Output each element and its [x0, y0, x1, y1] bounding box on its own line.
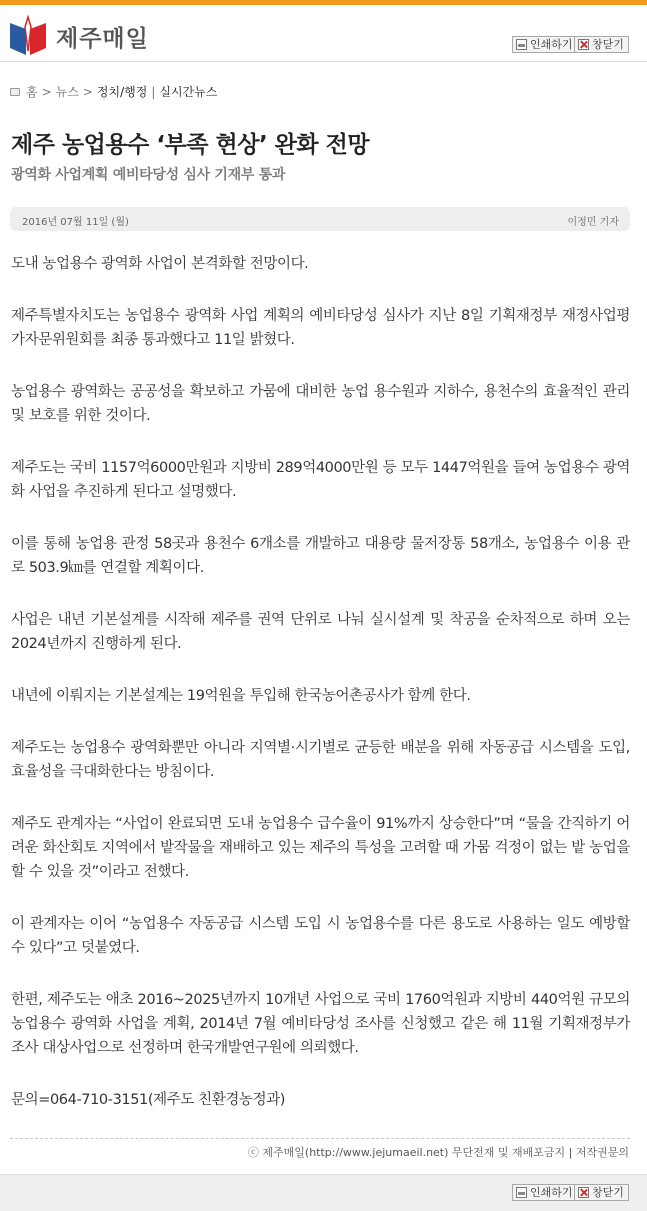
header	[0, 5, 647, 62]
breadcrumb-separator: >	[41, 84, 52, 99]
print-label: 인쇄하기	[530, 38, 573, 51]
printer-icon	[516, 39, 527, 50]
article-paragraph: 제주도 관계자는 “사업이 완료되면 도내 농업용수 급수율이 91%까지 상승한다”며 “물을 간직하기 어려운 화산회토 지역에서 밭작물을 재배하고 있는 제주의 특성을 고려할 때 가뭄 걱정이 없는 밭 농업을 할 수 있을 것”이라고 전했다.	[11, 816, 630, 880]
article-title: 제주 농업용수 ‘부족 현상’ 완화 전망	[11, 132, 370, 158]
article-date: 2016년 07월 11일 (월)	[22, 217, 129, 228]
article-body	[11, 252, 630, 1140]
print-button[interactable]	[512, 36, 578, 53]
breadcrumb-home[interactable]: 홈	[26, 85, 38, 99]
close-label: 창닫기	[592, 1186, 624, 1199]
breadcrumb	[10, 83, 217, 100]
article-paragraph: 제주도는 농업용수 광역화뿐만 아니라 지역별·시기별로 균등한 배분을 위해 자동공급 시스템을 도입, 효율성을 극대화한다는 방침이다.	[11, 740, 630, 780]
home-icon	[10, 88, 20, 96]
close-icon	[578, 39, 589, 50]
article-paragraph: 제주특별자치도는 농업용수 광역화 사업 계획의 예비타당성 심사가 지난 8일 기획재정부 재정사업평가자문위원회를 최종 통과했다고 11일 밝혔다.	[11, 308, 630, 348]
breadcrumb-separator: >	[82, 84, 93, 99]
article-subtitle: 광역화 사업계획 예비타당성 심사 기재부 통과	[11, 167, 286, 183]
article-meta	[10, 207, 630, 231]
logo-icon	[6, 15, 50, 59]
close-label: 창닫기	[592, 38, 624, 51]
copyright-notice: ⓒ 제주매일(http://www.jejumaeil.net) 무단전재 및 재배포금지 | 저작권문의	[247, 1146, 629, 1159]
print-button-bottom[interactable]	[512, 1184, 578, 1201]
close-icon	[578, 1187, 589, 1198]
article-author: 이정민 기자	[567, 217, 619, 228]
article-paragraph: 이 관계자는 이어 “농업용수 자동공급 시스템 도입 시 농업용수를 다른 용도로 사용하는 일도 예방할 수 있다”고 덧붙였다.	[11, 916, 630, 956]
article-paragraph: 사업은 내년 기본설계를 시작해 제주를 권역 단위로 나눠 실시설계 및 착공을 순차적으로 하며 오는 2024년까지 진행하게 된다.	[11, 612, 630, 652]
breadcrumb-sub[interactable]: 실시간뉴스	[159, 85, 218, 99]
close-window-button[interactable]	[574, 36, 629, 53]
article-paragraph: 제주도는 국비 1157억6000만원과 지방비 289억4000만원 등 모두 1447억원을 들여 농업용수 광역화 사업을 추진하게 된다고 설명했다.	[11, 460, 630, 500]
breadcrumb-news[interactable]: 뉴스	[55, 85, 79, 99]
print-label: 인쇄하기	[530, 1186, 573, 1199]
article-paragraph: 농업용수 광역화는 공공성을 확보하고 가뭄에 대비한 농업 용수원과 지하수, 용천수의 효율적인 관리 및 보호를 위한 것이다.	[11, 384, 630, 424]
article-paragraph: 도내 농업용수 광역화 사업이 본격화할 전망이다.	[11, 256, 309, 272]
breadcrumb-divider: |	[151, 84, 156, 99]
article-paragraph: 이를 통해 농업용 관정 58곳과 용천수 6개소를 개발하고 대용량 물저장통 58개소, 농업용수 이용 관로 503.9㎞를 연결할 계획이다.	[11, 536, 630, 576]
close-window-button-bottom[interactable]	[574, 1184, 629, 1201]
bottom-toolbar	[0, 1174, 647, 1211]
site-name: 제주매일	[56, 26, 149, 52]
footer-divider	[10, 1138, 630, 1139]
article-paragraph: 한편, 제주도는 애초 2016~2025년까지 10개년 사업으로 국비 1760억원과 지방비 440억원 규모의 농업용수 광역화 사업을 계획, 2014년 7월 예비타당성 조사를 신청했고 같은 해 11월 기획재정부가 조사 대상사업으로 선정하며 한국개발연구원에 의뢰했다.	[11, 992, 630, 1056]
breadcrumb-section[interactable]: 정치/행정	[96, 85, 148, 99]
article-paragraph: 내년에 이뤄지는 기본설계는 19억원을 투입해 한국농어촌공사가 함께 한다.	[11, 688, 471, 704]
article-contact: 문의=064-710-3151(제주도 친환경농정과)	[11, 1092, 286, 1108]
printer-icon	[516, 1187, 527, 1198]
